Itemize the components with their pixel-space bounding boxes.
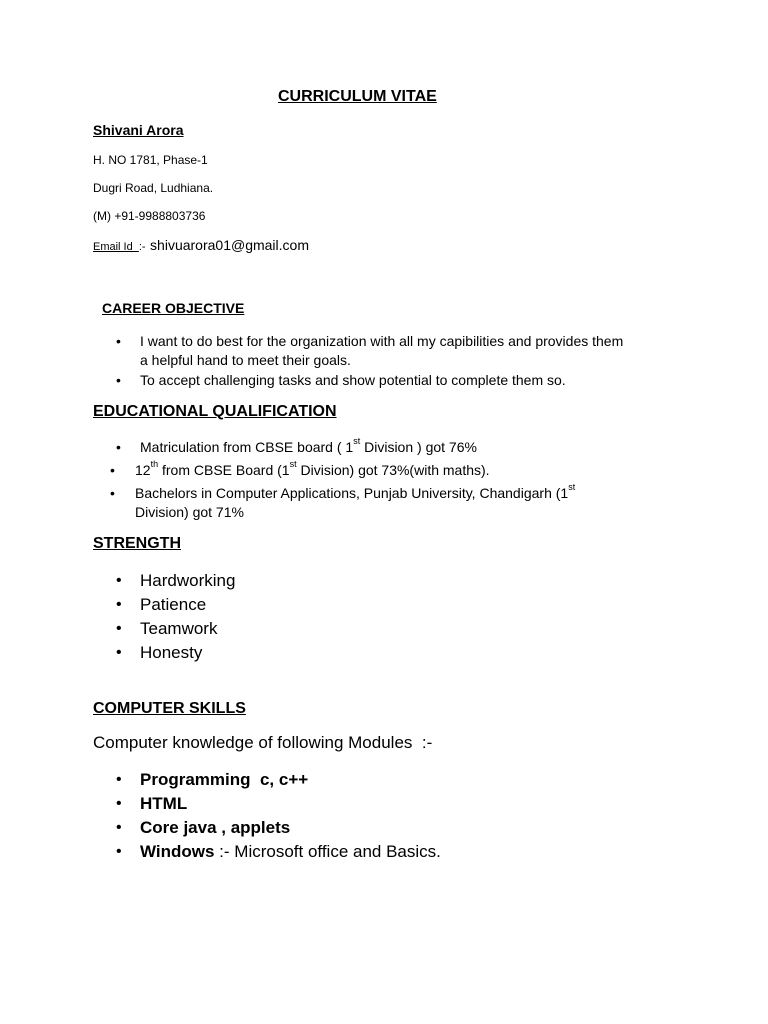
address-line-2: Dugri Road, Ludhiana. <box>93 181 214 195</box>
education-item-1 <box>140 436 477 455</box>
skill-item-windows-label: Windows <box>140 842 215 861</box>
bullet: • <box>110 462 115 478</box>
address-line-1: H. NO 1781, Phase-1 <box>93 153 208 167</box>
superscript: th <box>150 459 159 469</box>
education-item-3-text: Bachelors in Computer Applications, Punjab University, Chandigarh (1 <box>135 485 569 501</box>
education-item-2-text-end: Division) got 73%(with maths). <box>296 462 490 478</box>
education-item-2-text-mid: from CBSE Board (1 <box>158 462 290 478</box>
objective-item-1-line-2: a helpful hand to meet their goals. <box>140 352 351 368</box>
education-heading: EDUCATIONAL QUALIFICATION <box>93 403 337 420</box>
email-address: shivuarora01@gmail.com <box>150 237 309 253</box>
computer-skills-heading: COMPUTER SKILLS <box>93 700 246 717</box>
bullet: • <box>116 333 121 349</box>
strength-item: Teamwork <box>140 619 218 638</box>
bullet: • <box>116 795 122 812</box>
bullet: • <box>116 819 122 836</box>
education-item-3-line-1 <box>135 482 576 501</box>
education-item-1-text: Matriculation from CBSE board ( 1 <box>140 439 354 455</box>
objective-item-1-line-1: I want to do best for the organization with all my capibilities and provides them <box>140 333 624 349</box>
document-title: CURRICULUM VITAE <box>278 88 437 105</box>
skill-item: Core java , applets <box>140 818 291 837</box>
bullet: • <box>116 771 122 788</box>
skill-item-windows-detail: :- Microsoft office and Basics. <box>214 842 441 861</box>
bullet: • <box>116 572 122 589</box>
education-item-2 <box>135 459 490 478</box>
skill-item: HTML <box>140 794 188 813</box>
strength-item: Patience <box>140 595 207 614</box>
strength-heading: STRENGTH <box>93 535 181 552</box>
education-item-1-text-end: Division ) got 76% <box>360 439 477 455</box>
education-item-2-text: 12 <box>135 462 151 478</box>
bullet: • <box>116 372 121 388</box>
objective-item-2: To accept challenging tasks and show potential to complete them so. <box>140 372 566 388</box>
computer-skills-intro: Computer knowledge of following Modules :- <box>93 733 433 752</box>
bullet: • <box>116 596 122 613</box>
bullet: • <box>116 439 121 455</box>
superscript: st <box>353 436 361 446</box>
career-objective-heading: CAREER OBJECTIVE <box>102 300 245 316</box>
education-item-3-line-2: Division) got 71% <box>135 504 244 520</box>
bullet: • <box>116 644 122 661</box>
strength-item: Hardworking <box>140 571 236 590</box>
bullet: • <box>116 620 122 637</box>
bullet: • <box>116 843 122 860</box>
skill-item: Programming c, c++ <box>140 770 309 789</box>
skill-item-windows <box>140 842 441 862</box>
superscript: st <box>289 459 297 469</box>
email-label: Email Id <box>93 241 139 253</box>
strength-item: Honesty <box>140 643 203 662</box>
bullet: • <box>110 485 115 501</box>
mobile-number: (M) +91-9988803736 <box>93 209 206 223</box>
superscript: st <box>568 482 576 492</box>
email-row <box>93 237 309 255</box>
candidate-name: Shivani Arora <box>93 122 184 138</box>
email-separator: :- <box>138 241 146 253</box>
